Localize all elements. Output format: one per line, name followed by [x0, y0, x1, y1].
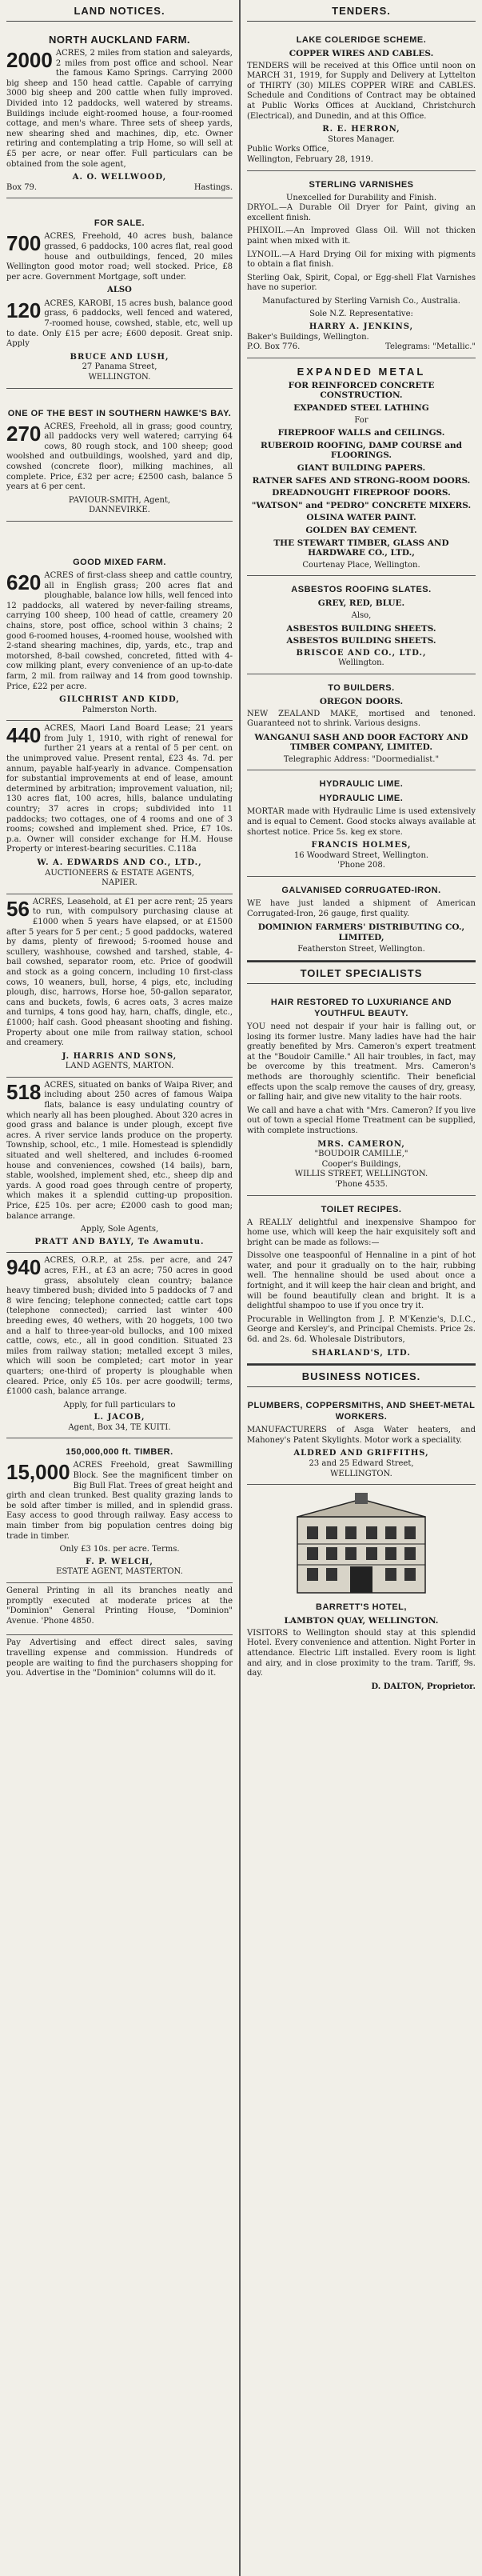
ad-city: WELLINGTON.	[88, 373, 151, 382]
ad-subhead: GOLDEN BAY CEMENT.	[305, 525, 417, 535]
ad-title: HYDRAULIC LIME.	[319, 794, 404, 804]
ad-role: AUCTIONEERS & ESTATE AGENTS,	[45, 868, 194, 878]
ad-telegrams: Telegraphic Address: "Doormedialist."	[283, 754, 440, 764]
ad-body: Dissolve one teaspoonful of Hennaline in a pint of hot water, and pour it gradually on to the hair, rubbing well. The hennaline should be used about once a fortnight, and it will keep the hair clean and bright, and will be found beautifully clean and bright. It is a delightful shampoo to use if you once try it.	[247, 1251, 476, 1311]
ad-box: P.O. Box 776.	[247, 342, 301, 352]
ad-title: STERLING VARNISHES	[309, 179, 414, 190]
acreage-number: 56	[6, 896, 30, 921]
ad-expanded-metal	[247, 358, 476, 577]
ad-signature: L. JACOB,	[94, 1413, 145, 1422]
ad-office: Public Works Office,	[247, 145, 329, 154]
ad-body: ACRES, Freehold, all in grass; good country, all paddocks very well watered; carrying 64 cows, 80 rough stock, and 100 sheep; good woolshed and outbuildings, woolshed, yard and dip, cowshed (concrete floor), milking machines, all complete. Price, £32 per acre; £2500 cash, balance 5 years at 6 per cent.	[6, 422, 233, 492]
ad-apply: Apply, for full particulars to	[63, 1400, 176, 1410]
acreage-number: 940	[6, 1255, 42, 1280]
ad-phone: 'Phone 208.	[337, 861, 385, 870]
section-header: TOILET SPECIALISTS	[247, 961, 476, 984]
ad-subhead: For	[354, 415, 368, 425]
ad-subtitle: COPPER WIRES AND CABLES.	[289, 49, 434, 58]
ad-signature: PRATT AND BAYLY, Te Awamutu.	[34, 1237, 205, 1246]
ad-address: 16 Woodward Street, Wellington.	[293, 850, 429, 860]
ad-plumbers	[247, 1392, 476, 1485]
ad-title: HAIR RESTORED TO LUXURIANCE AND YOUTHFUL BEAUTY.	[270, 998, 452, 1018]
tenders-column	[241, 0, 482, 2576]
ad-apply: Apply, Sole Agents,	[80, 1225, 159, 1234]
ad-signature: SHARLAND'S, LTD.	[312, 1348, 411, 1358]
ad-te-kuiti-940	[6, 1253, 233, 1438]
ad-role: LAND AGENTS, MARTON.	[65, 1062, 174, 1071]
ad-toilet-recipes	[247, 1196, 476, 1365]
ad-address: Baker's Buildings, Wellington.	[247, 332, 369, 342]
ad-tagline: Unexcelled for Durability and Finish.	[285, 193, 437, 202]
ad-signature: R. E. HERRON,	[322, 125, 400, 134]
ad-signature: A. O. WELLWOOD,	[72, 173, 167, 182]
ad-address: Courtenay Place, Wellington.	[302, 560, 420, 570]
ad-role: Stores Manager.	[328, 134, 395, 144]
ad-shop: "BOUDOIR CAMILLE,"	[314, 1150, 408, 1159]
ad-address: 27 Panama Street,	[82, 362, 157, 372]
ad-body: ACRES, Freehold, 40 acres bush, balance grassed, 6 paddocks, 100 acres flat, real good house and outbuildings, fenced, 20 miles Wellington good motor road; well stocked. Price, £8 per acre. Government Mortgage, soft under.	[6, 232, 233, 282]
ad-body: ACRES Freehold, great Sawmilling Block. See the magnificent timber on Big Bull Flat. Trees of great height and girth and clean trunked. Best quality grazing lands to be sold after timber is milled, and in splendid grass. Easy access to good through railway. Easy access to main timber from big population centres doing big trade in timber.	[6, 1461, 233, 1541]
ad-city: WELLINGTON.	[330, 1469, 392, 1478]
ad-subhead: EXPANDED STEEL LATHING	[293, 403, 429, 414]
section-header: BUSINESS NOTICES.	[247, 1364, 476, 1387]
ad-general-printing	[6, 1583, 233, 1635]
ad-hawkes-bay	[6, 400, 233, 522]
ad-address: WILLIS STREET, WELLINGTON.	[294, 1170, 428, 1179]
ad-address: Featherston Street, Wellington.	[297, 945, 425, 954]
ad-title: NORTH AUCKLAND FARM.	[48, 34, 191, 46]
ad-hair-restored	[247, 989, 476, 1196]
ad-asbestos	[247, 576, 476, 674]
ad-town: DANNEVIRKE.	[89, 506, 150, 515]
ad-body: VISITORS to Wellington should stay at this splendid Hotel. Every convenience and attention. Night Porter in attendance. Electric Lift installed. Every room is light and airy, and in close proximity to the tram. Tariff, 9s. day.	[247, 1628, 476, 1678]
ad-title: 150,000,000 ft. TIMBER.	[66, 1447, 173, 1458]
ad-for-sale	[6, 210, 233, 388]
ad-title: TOILET RECIPES.	[321, 1204, 402, 1214]
ad-line: PHIXOIL.—An Improved Glass Oil. Will not thicken paint when mixed with it.	[247, 226, 476, 246]
ad-body: ACRES, situated on banks of Waipa River, and including about 250 acres of famous Waipa flats, balance is easy undulating country of which nearly all has been ploughed. About 320 acres in good grass and balance is under plough, except five acres. A river service lands produce on the property. Township, school, etc., 1 mile. Homestead is splendidly situated and well sheltered, and includes 6-roomed house and conveniences, cowshed (14 bails), barn, stable, woolshed, implement shed, etc., sheep dip and yards. A good road goes through centre of property, which makes it a splendid cutting-up proposition. Price, £25 10s. per acre; £2000 cash to good man; balance arrange.	[6, 1080, 233, 1221]
ad-title: PLUMBERS, COPPERSMITHS, AND SHEET-METAL WORKERS.	[247, 1401, 476, 1422]
ad-body: General Printing in all its branches neatly and promptly executed at moderate prices at the "Dominion" General Printing House, "Dominion" Avenue. 'Phone 4850.	[6, 1586, 233, 1626]
ad-signature: D. DALTON, Proprietor.	[371, 1682, 476, 1691]
ad-signature: BRUCE AND LUSH,	[70, 352, 169, 362]
ad-subhead: DREADNOUGHT FIREPROOF DOORS.	[272, 488, 451, 498]
ad-signature: W. A. EDWARDS AND CO., LTD.,	[37, 858, 202, 867]
hotel-building-illustration	[281, 1493, 441, 1597]
section-header: LAND NOTICES.	[6, 0, 233, 22]
ad-barretts-hotel	[247, 1485, 476, 1697]
ad-leasehold-56	[6, 894, 233, 1078]
ad-signature: FRANCIS HOLMES,	[311, 841, 412, 850]
ad-body: ACRES, Leasehold, at £1 per acre rent; 25 years to run, with compulsory purchasing clause at £1000 when 5 years have elapsed, or at £1500 after 5 years for 5 per cent.; 5 good paddocks, watered by dams, plenty of firewood; 5-roomed house and scullery, washhouse, cowshed and tarshed, stable, 4-bail cowshed, separator room, etc. Price of goodwill and stock as a going concern, including 10 first-class cows, 10 weaners, bull, horse, 4 pigs, etc, including plough, disc, harrows, Horse hoe, 50-gallon separator, cans and buckets, fowls, 6 acres oats, 3 acres maize and turnips, 4 tons good hay, harn, chaffs, dingle, etc., £1000; half cash. Good pheasant shooting and fishing. Property about one mile from railway station, school and creamery.	[6, 897, 233, 1048]
ad-sterling-varnishes	[247, 171, 476, 358]
ad-waipa-518	[6, 1078, 233, 1254]
ad-subhead: OLSINA WATER PAINT.	[306, 513, 416, 523]
acreage-number: 120	[6, 298, 42, 322]
ad-line: LYNOIL.—A Hard Drying Oil for mixing with pigments to obtain a flat finish.	[247, 250, 476, 270]
ad-role: ESTATE AGENT, MASTERTON.	[56, 1567, 183, 1577]
ad-title: LAKE COLERIDGE SCHEME.	[296, 35, 427, 45]
ad-body: Pay Advertising and effect direct sales, saving travelling expense and commission. Hundreds of people are waiting to find the purchasers shopping for you. Advertise in the "Dominion" columns will do it.	[6, 1638, 233, 1678]
ad-subhead: FOR REINFORCED CONCRETE CONSTRUCTION.	[288, 380, 435, 401]
ad-title: HYDRAULIC LIME.	[319, 779, 404, 790]
ad-timber-block	[6, 1438, 233, 1583]
ad-signature: MRS. CAMERON,	[317, 1139, 405, 1149]
ad-body: ACRES, O.R.P., at 25s. per acre, and 247 acres, F.H., at £3 an acre; 750 acres in good grass, absolutely clean country; balance heavy timbered bush; divided into 5 paddocks of 7 and 8 wire fencing; telephone connected; cattle cart tops (telephone connected); carried last winter 400 breeding ewes, 40 wethers, with 20 hoggets, 100 two and a half to three-year-old bullocks, and 100 mixed cattle, cows, etc., all in good condition. Situated 23 miles from railway station; metalled except 3 miles, which will soon be completed; cart motor in year quarters; one-third of property is ploughable when cleared. Price, only £5 10s. per acre goodwill; terms, £1000 cash, balance arrange.	[6, 1256, 233, 1397]
ad-town: Palmerston North.	[82, 705, 157, 714]
ad-body: Procurable in Wellington from J. P. M'Kenzie's, D.I.C., George and Kersley's, and Principal Chemists. Price 2s. 6d. and 2s. 6d. Wholesale Distributors,	[247, 1314, 476, 1345]
ad-signature: GILCHRIST AND KIDD,	[59, 695, 180, 705]
section-header: TENDERS.	[247, 0, 476, 22]
ad-box: Box 79.	[6, 182, 38, 192]
ad-title: GALVANISED CORRUGATED-IRON.	[281, 886, 441, 896]
ad-signature: WANGANUI SASH AND DOOR FACTORY AND TIMBER COMPANY, LIMITED.	[254, 732, 468, 753]
ad-date: Wellington, February 28, 1919.	[247, 154, 373, 164]
ad-also: Also,	[351, 610, 372, 620]
acreage-number: 2000	[6, 48, 53, 72]
hotel-address: LAMBTON QUAY, WELLINGTON.	[284, 1616, 439, 1626]
ad-line: Sterling Oak, Spirit, Copal, or Egg-shell Flat Varnishes have no superior.	[247, 273, 476, 293]
ad-subhead: GIANT BUILDING PAPERS.	[297, 463, 426, 473]
ad-town: NAPIER.	[102, 878, 137, 888]
ad-body: ACRES, Maori Land Board Lease; 21 years from July 1, 1910, with right of renewal for further 21 years at a rental of 5 per cent. on the unimproved value. Present rental, £23 4s. 7d. per annum, payable half-yearly in advance. Compensation for substantial improvements at end of lease, amount determined by arbitration; improvement valuation, nil; 130 acres flat, 100 acres, hills, balance undulating country; 37 acres in crops; subdivided into 11 paddocks; two cottages, one of 4 rooms and one of 3 rooms; cowshed and implement shed. Price, £7 10s. p.a. Owner will consider exchange for H.M. House Property or interest-bearing securities.	[6, 724, 233, 854]
ad-line: ASBESTOS BUILDING SHEETS.	[286, 623, 436, 634]
ad-address: 23 and 25 Edward Street,	[309, 1459, 414, 1468]
ad-body: WE have just landed a shipment of American Corrugated-Iron, 26 gauge, first quality.	[247, 899, 476, 918]
ad-signature: HARRY A. JENKINS,	[309, 322, 414, 332]
ad-building: Cooper's Buildings,	[321, 1159, 401, 1169]
ad-price: Only £3 10s. per acre. Terms.	[59, 1545, 180, 1554]
ad-body: ACRES, KAROBI, 15 acres bush, balance good grass, 6 paddocks, well fenced and watered, 7-roomed house, cowshed, stable, etc, well up to date. Only £15 per acre; £600 deposit. Great snip. Apply	[6, 298, 233, 349]
acreage-number: 518	[6, 1079, 42, 1104]
ad-signature: BRISCOE AND CO., LTD.,	[296, 648, 427, 658]
hotel-name: BARRETT'S HOTEL,	[316, 1602, 407, 1613]
ad-title: EXPANDED METAL	[297, 365, 426, 378]
ad-title: FOR SALE.	[94, 218, 145, 229]
ad-signature: DOMINION FARMERS' DISTRIBUTING CO., LIMITED,	[257, 922, 465, 942]
ad-subhead: "WATSON" and "PEDRO" CONCRETE MIXERS.	[251, 500, 472, 510]
ad-lake-coleridge	[247, 26, 476, 171]
ad-title: TO BUILDERS.	[328, 682, 395, 693]
ad-also: ALSO	[107, 286, 132, 295]
ad-line: ASBESTOS BUILDING SHEETS.	[286, 636, 436, 646]
ad-ref: C.118a	[168, 845, 197, 854]
acreage-number: 270	[6, 421, 42, 446]
ad-title: ASBESTOS ROOFING SLATES.	[291, 585, 432, 595]
ad-subtitle: OREGON DOORS.	[319, 696, 404, 706]
ad-signature: PAVIOUR-SMITH, Agent,	[68, 495, 171, 505]
ad-body: ACRES of first-class sheep and cattle country, all in English grass; 200 acres flat and ploughable, balance low hills, well fenced into 12 paddocks, all watered by never-failing streams, carrying 100 sheep, 100 head of cattle, creamery 20 chains, store, post office, school within 3 chains; 2 good 6-roomed houses, 4-roomed house, woolshed with 2-stand shearing machines, dip, yards, etc., trap and motorshed, 8-bail cowshed, concreted, fitted with 4-cow milking plant, every convenience of an up-to-date farm, 2 mil. from railway and 14 from good township. Price, £22 per acre.	[6, 570, 233, 691]
ad-body: A REALLY delightful and inexpensive Shampoo for home use, which will keep the hair exquisitely soft and bright can be made as follows:—	[247, 1218, 476, 1247]
ad-title: GOOD MIXED FARM.	[73, 557, 166, 567]
ad-town: Hastings.	[193, 182, 233, 192]
acreage-number: 15,000	[6, 1460, 70, 1485]
ad-pay-advertising	[6, 1635, 233, 1686]
ad-oregon-doors	[247, 674, 476, 771]
ad-signature: J. HARRIS AND SONS,	[62, 1051, 177, 1061]
ad-signature: THE STEWART TIMBER, GLASS AND HARDWARE CO., LTD.,	[273, 538, 449, 558]
ad-agent-label: Sole N.Z. Representative:	[309, 310, 413, 319]
ad-body: We call and have a chat with "Mrs. Cameron? If you live out of town a special Home Treatment can be supplied, with complete instructions.	[247, 1106, 476, 1135]
ad-hydraulic-lime	[247, 770, 476, 877]
ad-signature: ALDRED AND GRIFFITHS,	[293, 1449, 429, 1458]
ad-town: Wellington.	[338, 658, 384, 668]
ad-body: YOU need not despair if your hair is falling out, or losing its former lustre. Many ladies have had the hair greatly benefited by Mrs. Cameron's expert treatment at the "Boudoir Camille." All hair troubles, in fact, may be overcome by this treatment. Mrs. Cameron's methods are thoroughly scientific. Their beneficial effects upon the scalp remove the causes of dry, greasy, or falling hair, and give new vitality to the hair roots.	[247, 1022, 476, 1102]
ad-subhead: FIREPROOF WALLS and CEILINGS.	[277, 428, 445, 438]
ad-body: NEW ZEALAND MAKE, mortised and tenoned. Guaranteed not to shrink. Various designs.	[247, 709, 476, 729]
ad-maori-lease	[6, 721, 233, 894]
ad-body: MORTAR made with Hydraulic Lime is used extensively and is equal to Cement. Good stocks always available at shortest notice. Price 5s. keg ex store.	[247, 807, 476, 837]
ad-signature: F. P. WELCH,	[86, 1557, 153, 1566]
ad-body: MANUFACTURERS of Asga Water heaters, and Mahoney's Patent Skylights. Motor work a speciality.	[247, 1426, 476, 1445]
ad-body: TENDERS will be received at this Office until noon on MARCH 31, 1919, for Supply and Delivery at Lyttelton of THIRTY (30) MILES COPPER WIRE and CABLES. Schedule and Conditions of Contract may be obtained at Public Works Offices at Auckland, Christchurch (Electrical), and Dunedin, and at this Office.	[247, 61, 476, 121]
ad-good-mixed-farm	[6, 549, 233, 721]
acreage-number: 620	[6, 570, 42, 594]
ad-corrugated-iron	[247, 877, 476, 961]
ad-subhead: RUBEROID ROOFING, DAMP COURSE and FLOORINGS.	[260, 440, 463, 461]
ad-body: ACRES, 2 miles from station and saleyards, 2 miles from post office and school. Near the famous Kamo Springs. Carrying 2000 big sheep and 150 head cattle. Capable of carrying 3000 big sheep and 200 cattle when fully improved. Divided into 12 paddocks, well watered by streams. Buildings include eight-roomed house, a four-roomed cottage, and men's whare. Three sets of sheep yards, new shearing shed and machines, dip, etc. Owner retiring and contemplating a trip Home, so will sell at £5 per acre, or near offer. Full particulars can be obtained from the sole agent,	[6, 49, 233, 169]
ad-maker: Manufactured by Sterling Varnish Co., Australia.	[262, 296, 460, 306]
ad-phone: 'Phone 4535.	[334, 1179, 388, 1189]
ad-subhead: RATNER SAFES AND STRONG-ROOM DOORS.	[252, 475, 471, 486]
ad-role: Agent, Box 34, TE KUITI.	[68, 1422, 171, 1432]
acreage-number: 700	[6, 231, 42, 256]
ad-north-auckland-farm	[6, 26, 233, 198]
ad-telegrams: Telegrams: "Metallic."	[385, 342, 476, 352]
acreage-number: 440	[6, 723, 42, 748]
ad-colors: GREY, RED, BLUE.	[317, 598, 405, 609]
ad-title: ONE OF THE BEST IN SOUTHERN HAWKE'S BAY.	[7, 408, 232, 418]
ad-line: DRYOL.—A Durable Oil Dryer for Paint, giving an excellent finish.	[247, 203, 476, 222]
